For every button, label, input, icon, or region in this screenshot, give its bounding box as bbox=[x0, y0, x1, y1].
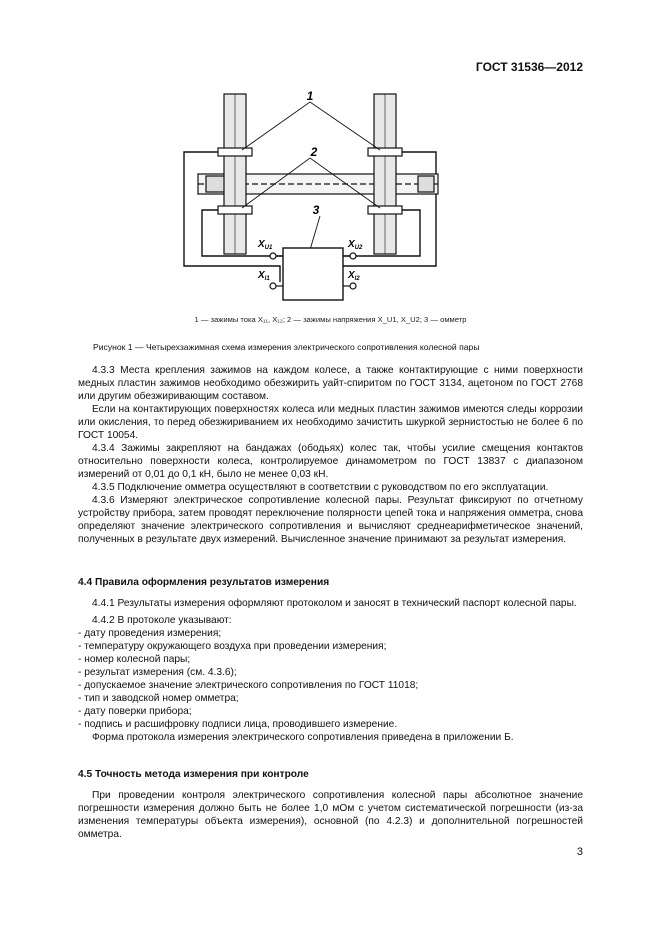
list-item: - результат измерения (см. 4.3.6); bbox=[78, 667, 237, 678]
four-terminal-circuit-diagram bbox=[150, 88, 470, 313]
list-item: - тип и заводской номер омметра; bbox=[78, 693, 239, 704]
terminal-xu1: $X_{U1}$ bbox=[258, 239, 273, 251]
list-item: - дату поверки прибора; bbox=[78, 706, 192, 717]
paragraph-4-4-2: 4.4.2 В протоколе указывают: bbox=[92, 615, 232, 626]
terminal-xu2: $X_{U2}$ bbox=[348, 239, 363, 251]
section-4-4-heading: 4.4 Правила оформления результатов измерения bbox=[78, 577, 330, 588]
list-item: - номер колесной пары; bbox=[78, 654, 191, 665]
terminal-xi2: $X_{I2}$ bbox=[348, 270, 360, 282]
list-item: - дату проведения измерения; bbox=[78, 628, 222, 639]
paragraph-4-3-4: 4.3.4 Зажимы закрепляют на бандажах (ободьях) колес так, чтобы усилие смещения контактов относительно поверхности колеса, контролируемое динамометром по ГОСТ 13837 с диапазоном измерений от 0,01 до 0,1 кН, было не менее 0,03 кН. bbox=[78, 443, 583, 480]
section-4-5 bbox=[78, 768, 583, 841]
terminal-xi1: $X_{I1}$ bbox=[258, 270, 270, 282]
paragraph-4-3-3b: Если на контактирующих поверхностях колеса или медных пластин зажимов имеются следы коррозии или окисления, то перед обезжириванием их необходимо зачистить шкуркой зернистостью не более 6 по ГОСТ 10054. bbox=[78, 404, 583, 441]
paragraph-4-3-5: 4.3.5 Подключение омметра осуществляют в соответствии с руководством по его эксплуатации. bbox=[92, 482, 549, 493]
paragraph-4-3-3: 4.3.3 Места крепления зажимов на каждом колесе, а также контактирующие с ними поверхности медных пластин зажимов необходимо обезжирить уайт-спиритом по ГОСТ 3134, ацетоном по ГОСТ 2768 или другим обезжиривающим составом. bbox=[78, 365, 583, 402]
ohmmeter-box bbox=[283, 248, 343, 300]
paragraph-4-3-6: 4.3.6 Измеряют электрическое сопротивление колесной пары. Результат фиксируют по отчетному устройству прибора, затем проводят переключение полярности цепей тока и напряжения омметра, снова определяют значение электрического сопротивления и вычисляют среднеарифметическое значений, полученных в результате двух измерений. Вычисленное значение принимают за результат измерения. bbox=[78, 495, 583, 545]
figure-caption: Рисунок 1 — Четырехзажимная схема измерения электрического сопротивления колесной пары bbox=[93, 342, 480, 352]
section-4-5-heading: 4.5 Точность метода измерения при контроле bbox=[78, 769, 309, 780]
section-4-4 bbox=[78, 576, 583, 744]
section-4-3-text bbox=[78, 364, 583, 546]
paragraph-4-5: При проведении контроля электрического сопротивления колесной пары абсолютное значение погрешности измерения должно быть не более 1,0 мОм с учетом систематической погрешности (из-за изменения температуры объекта измерения), основной (по 4.2.3) и дополнительной погрешностей омметра. bbox=[78, 790, 583, 840]
callout-1: 1 bbox=[306, 89, 314, 103]
list-item: - подпись и расшифровку подписи лица, проводившего измерение. bbox=[78, 719, 398, 730]
figure-legend: 1 — зажимы тока X₁₁, X₁₂; 2 — зажимы напряжения X_U1, X_U2; 3 — омметр bbox=[194, 315, 467, 324]
document-header: ГОСТ 31536—2012 bbox=[475, 60, 583, 74]
callout-3: 3 bbox=[312, 203, 320, 217]
list-item: - допускаемое значение электрического сопротивления по ГОСТ 11018; bbox=[78, 680, 419, 691]
page-number: 3 bbox=[576, 846, 583, 858]
paragraph-4-4-1: 4.4.1 Результаты измерения оформляют протоколом и заносят в технический паспорт колесной пары. bbox=[92, 598, 577, 609]
paragraph-4-4-2b: Форма протокола измерения электрического сопротивления приведена в приложении Б. bbox=[92, 732, 514, 743]
list-item: - температуру окружающего воздуха при проведении измерения; bbox=[78, 641, 387, 652]
callout-2: 2 bbox=[310, 145, 318, 159]
